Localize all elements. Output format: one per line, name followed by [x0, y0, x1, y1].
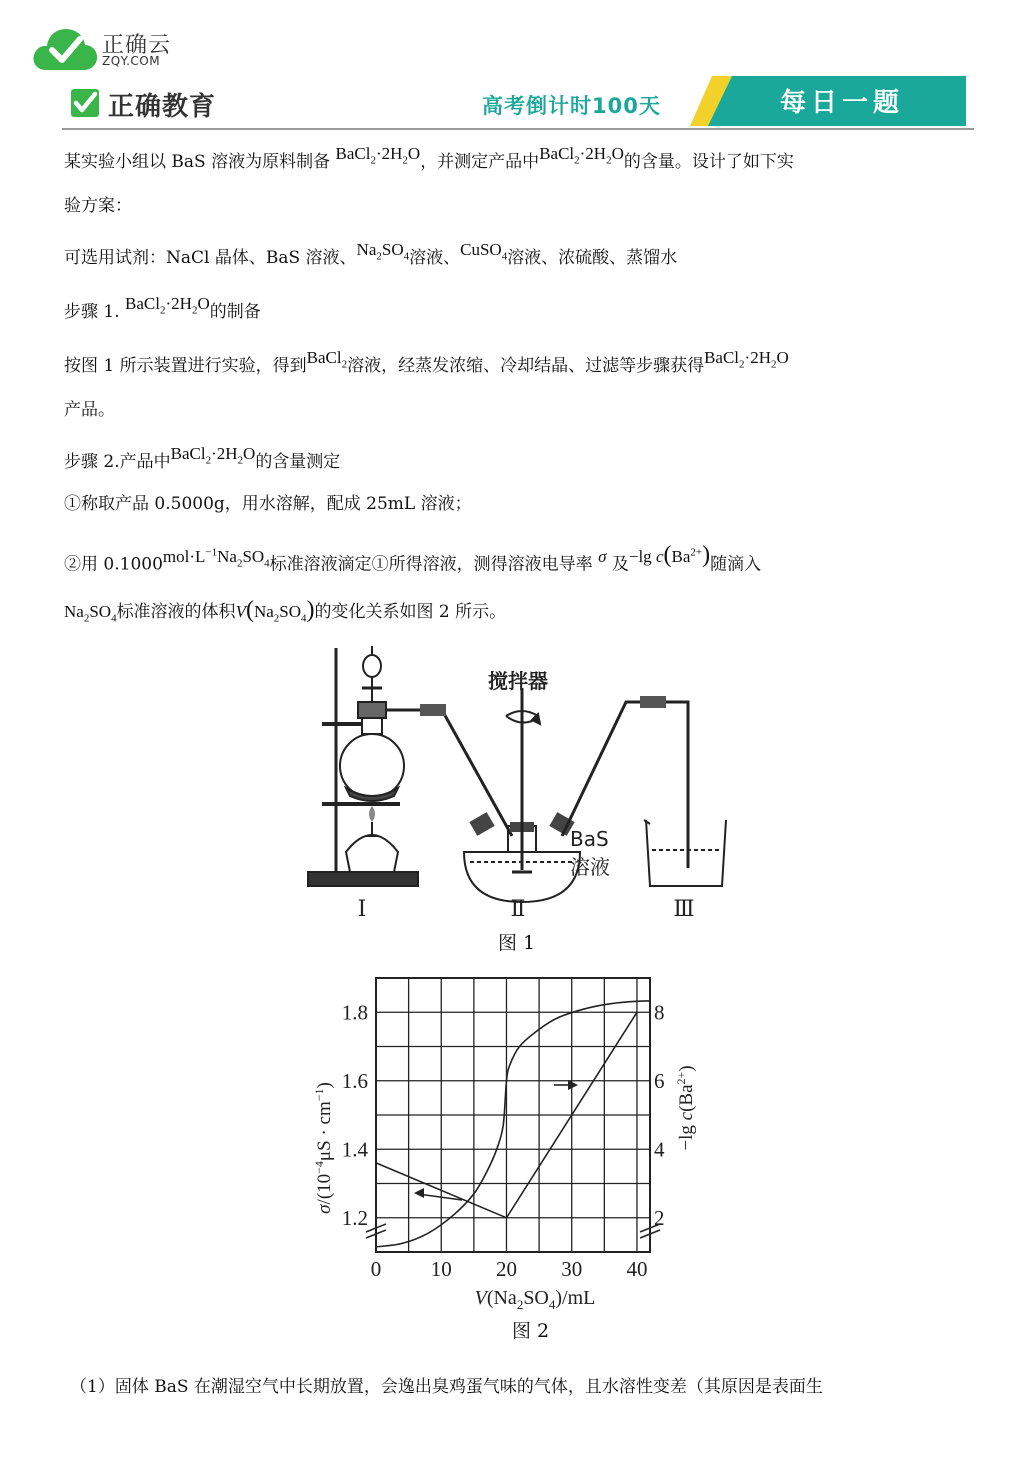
formula-cuso4: CuSO$_4$ — [460, 240, 508, 263]
formula-lg-c-ba: −lg $c(Ba^{2+})$ — [628, 541, 711, 568]
x-tick-label: 30 — [561, 1257, 583, 1281]
logo-cn-text: 正确云 — [102, 33, 172, 58]
sub-step-2-line-2: $Na_2SO_4$标准溶液的体积$V(Na_2SO_4)$的变化关系如图 2 所示。 — [64, 597, 507, 625]
unit-label-3: Ⅲ — [673, 897, 695, 920]
unit-label-1: Ⅰ — [357, 897, 367, 920]
chart-ticks — [342, 1000, 665, 1281]
round-flask — [340, 734, 404, 798]
sub-step-2-line-1: ②用 $0.1000mol\cdot L^{-1}Na_2SO_4$标准溶液滴定①所得溶液，测得溶液电导率 σ 及−lg $c(Ba^{2+})$随滴入 — [64, 541, 762, 575]
formula-bacl2-2h2o: $BaCl_2\cdot 2H_2O$ — [125, 294, 210, 317]
question-1-text: （1）固体 BaS 在潮湿空气中长期放置，会逸出臭鸡蛋气味的气体，且水溶性变差（其原因是表面生 — [70, 1377, 823, 1397]
logo-en-text: ZQY.COM — [102, 54, 161, 68]
formula-bacl2: BaCl$_2$ — [306, 348, 348, 371]
formula-bacl2-2h2o: $BaCl_2\cdot 2H_2O$ — [539, 144, 624, 167]
figure2-caption: 图 2 — [512, 1320, 550, 1342]
beaker — [646, 820, 726, 886]
formula-na2so4: $Na_2SO_4$ — [356, 240, 410, 263]
alcohol-lamp — [346, 835, 398, 872]
figure1-caption: 图 1 — [498, 932, 536, 954]
intro-line-1: 某实验小组以 BaS 溶液为原料制备 $BaCl_2\cdot 2H_2O$，并测定产品中$BaCl_2\cdot 2H_2O$的含量。设计了如下实 — [64, 144, 794, 172]
formula-bacl2-2h2o: $BaCl_2\cdot 2H_2O$ — [170, 444, 256, 467]
stand-base — [308, 872, 418, 886]
cloud-check-icon — [32, 26, 98, 72]
y-right-tick-label: 2 — [654, 1205, 665, 1230]
stirrer-label: 搅拌器 — [488, 669, 548, 693]
y-left-tick-label: 1.6 — [341, 1068, 368, 1093]
x-tick-label: 40 — [626, 1257, 648, 1281]
titration-chart — [300, 962, 720, 1312]
bas-label: BaS — [570, 827, 609, 851]
formula-na2so4: $Na_2SO_4$ — [64, 602, 117, 625]
step2-heading: 步骤 2.产品中$BaCl_2\cdot 2H_2O$的含量测定 — [64, 444, 341, 472]
y-right-tick-label: 6 — [654, 1068, 665, 1093]
x-tick-label: 10 — [430, 1257, 452, 1281]
x-tick-label: 20 — [495, 1257, 517, 1281]
sigma-symbol: σ — [598, 546, 607, 566]
sub-step-1: ①称取产品 0.5000g，用水溶解，配成 25mL 溶液； — [64, 494, 472, 514]
y-left-tick-label: 1.2 — [341, 1205, 368, 1230]
y-left-tick-label: 1.8 — [341, 1000, 368, 1025]
chart-grid — [376, 978, 650, 1252]
delivery-tube-1 — [386, 710, 512, 836]
y-left-tick-label: 1.4 — [341, 1137, 368, 1162]
step1-text-line-1: 按图 1 所示装置进行实验，得到BaCl$_2$溶液，经蒸发浓缩、冷却结晶、过滤等步骤获得$BaCl_2\cdot 2H_2O$ — [64, 348, 789, 376]
reagents-line: 可选用试剂：NaCl 晶体、BaS 溶液、$Na_2SO_4$溶液、CuSO$_4$溶液、浓硫酸、蒸馏水 — [64, 240, 678, 268]
zqy-logo — [32, 26, 182, 74]
dropping-funnel — [363, 655, 381, 677]
x-tick-label: 0 — [370, 1257, 382, 1281]
formula-bacl2-2h2o: $BaCl_2\cdot 2H_2O$ — [335, 144, 421, 167]
y-axis-right-label: −lg $c(Ba^{2+})$ — [674, 1065, 697, 1151]
check-box-icon — [70, 88, 100, 118]
formula-v-na2so4: $V(Na_2SO_4)$ — [235, 597, 315, 625]
lgc-series-line — [376, 1001, 650, 1247]
step1-heading: 步骤 1. $BaCl_2\cdot 2H_2O$的制备 — [64, 294, 261, 322]
intro-line-2: 验方案： — [64, 196, 132, 216]
daily-question-label: 每日一题 — [780, 88, 905, 118]
unit-label-2: Ⅱ — [510, 897, 526, 920]
formula-bacl2-2h2o: $BaCl_2\cdot 2H_2O$ — [704, 348, 789, 371]
figure1-apparatus — [300, 640, 740, 920]
solution-label: 溶液 — [570, 855, 610, 879]
countdown-slogan: 高考倒计时100天 — [482, 94, 661, 118]
x-axis-label: $V(Na_2SO_4)/mL$ — [474, 1287, 596, 1312]
header-divider — [62, 128, 974, 130]
brand-text: 正确教育 — [108, 92, 217, 122]
step1-text-line-2: 产品。 — [64, 400, 115, 420]
formula-unit-na2so4: $mol\cdot L^{-1}Na_2SO_4$ — [162, 546, 270, 570]
y-axis-left-label: $\sigma/(10^{-4}\mu S \cdot cm^{-1})$ — [312, 1082, 335, 1214]
y-right-tick-label: 4 — [654, 1137, 665, 1162]
arrow-right-annotation — [554, 1080, 578, 1090]
y-right-tick-label: 8 — [654, 1000, 665, 1025]
